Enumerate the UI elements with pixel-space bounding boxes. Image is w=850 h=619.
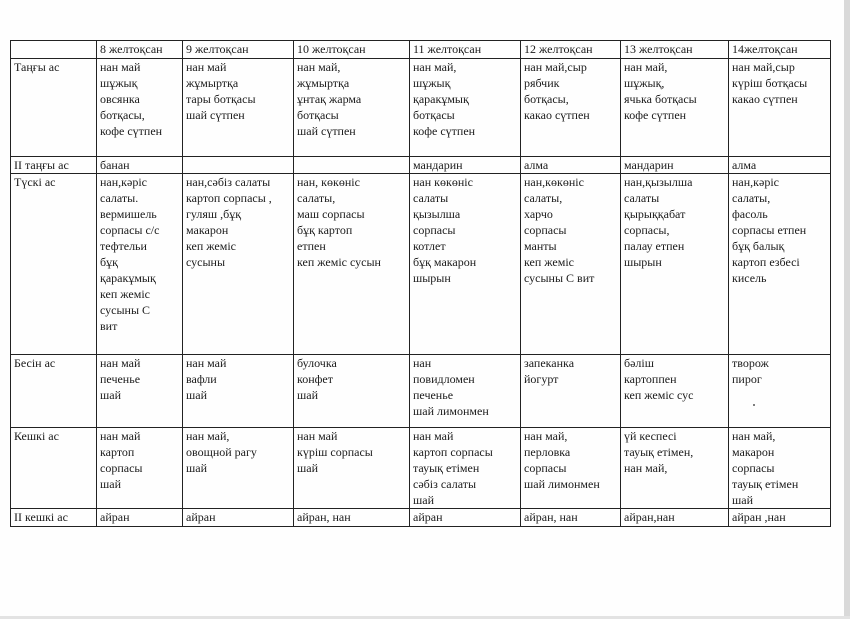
dish-line: кофе сүтпен: [413, 124, 476, 138]
menu-cell: [729, 157, 831, 174]
meal-row: [11, 157, 831, 174]
dish-line: нан май: [186, 356, 227, 370]
dish-line: сусыны С: [100, 303, 151, 317]
dish-line: овощной рагу: [186, 445, 257, 459]
menu-cell: [294, 157, 410, 174]
dish-line: бұқ: [100, 255, 118, 269]
dish-line: картоп: [100, 445, 135, 459]
dish-line: конфет: [297, 372, 333, 386]
dish-line: повидломен: [413, 372, 475, 386]
dish-line: шұжық: [100, 76, 138, 90]
dish-line: нан май: [413, 429, 454, 443]
menu-cell: [410, 509, 521, 527]
dish-line: шұжық: [413, 76, 451, 90]
dish-line: жұмыртқа: [297, 76, 350, 90]
dish-line: нан май: [100, 60, 141, 74]
dish-line: фасоль: [732, 207, 768, 221]
meal-name-cell: Кешкі ас: [11, 428, 97, 509]
dish-line: нан май,сыр: [524, 60, 587, 74]
menu-cell: [410, 355, 521, 428]
menu-cell: [97, 157, 183, 174]
dish-line: салаты,: [524, 191, 563, 205]
dish-line: сорпасы: [524, 223, 567, 237]
dish-line: салаты: [413, 191, 449, 205]
dish-line: алма: [524, 158, 549, 172]
menu-cell: [521, 509, 621, 527]
dish-line: творож: [732, 356, 769, 370]
menu-cell: [410, 59, 521, 157]
dish-line: тауық етімен,: [624, 445, 694, 459]
meal-row: [11, 174, 831, 355]
dish-line: вит: [100, 319, 118, 333]
meal-name-cell: Түскі ас: [11, 174, 97, 355]
dish-line: сорпасы,: [624, 223, 670, 237]
date-header-cell: 14желтоқсан: [729, 41, 831, 59]
meal-name-cell: ІІ кешкі ас: [11, 509, 97, 527]
dish-line: тауық етімен: [413, 461, 480, 475]
dish-line: тары ботқасы: [186, 92, 256, 106]
menu-cell: [97, 174, 183, 355]
menu-cell: [729, 355, 831, 428]
dish-line: мандарин: [413, 158, 463, 172]
dish-line: ботқасы: [297, 108, 339, 122]
dish-line: сусыны С вит: [524, 271, 595, 285]
dish-line: шырын: [413, 271, 451, 285]
dish-line: запеканка: [524, 356, 575, 370]
dish-line: күріш сорпасы: [297, 445, 373, 459]
dish-line: шай: [100, 477, 121, 491]
dish-line: үй кеспесі: [624, 429, 677, 443]
dish-line: тефтельи: [100, 239, 147, 253]
scan-speck: [753, 404, 755, 406]
dish-line: нан май: [297, 429, 338, 443]
dish-line: шай: [100, 388, 121, 402]
menu-cell: [183, 59, 294, 157]
dish-line: алма: [732, 158, 757, 172]
dish-line: нан май,: [624, 461, 668, 475]
dish-line: сорпасы: [732, 461, 775, 475]
menu-cell: [729, 59, 831, 157]
dish-line: сорпасы етпен: [732, 223, 807, 237]
dish-line: шай лимонмен: [413, 404, 489, 418]
dish-line: шай: [732, 493, 753, 507]
dish-line: нан май,: [732, 429, 776, 443]
meal-row: [11, 355, 831, 428]
menu-cell: [410, 428, 521, 509]
menu-cell: [521, 59, 621, 157]
dish-line: айран ,нан: [732, 510, 786, 524]
dish-line: нан, көкөніс: [297, 175, 360, 189]
dish-line: нан май,сыр: [732, 60, 795, 74]
dish-line: нан,көкөніс: [524, 175, 584, 189]
menu-cell: [97, 509, 183, 527]
dish-line: кеп жеміс: [100, 287, 150, 301]
dish-line: күріш ботқасы: [732, 76, 808, 90]
dish-line: ботқасы,: [100, 108, 145, 122]
dish-line: печенье: [413, 388, 454, 402]
dish-line: кисель: [732, 271, 767, 285]
dish-line: какао сүтпен: [524, 108, 590, 122]
dish-line: етпен: [297, 239, 326, 253]
dish-line: айран: [100, 510, 130, 524]
date-header-cell: 12 желтоқсан: [521, 41, 621, 59]
dish-line: қызылша: [413, 207, 461, 221]
dish-line: шырын: [624, 255, 662, 269]
menu-cell: [183, 157, 294, 174]
dish-line: нан май,: [624, 60, 668, 74]
menu-cell: [729, 174, 831, 355]
dish-line: картоп сорпасы: [413, 445, 493, 459]
dish-line: кеп жеміс: [524, 255, 574, 269]
dish-line: маш сорпасы: [297, 207, 365, 221]
menu-cell: [294, 428, 410, 509]
date-header-cell: 9 желтоқсан: [183, 41, 294, 59]
date-header-cell: 13 желтоқсан: [621, 41, 729, 59]
menu-cell: [521, 157, 621, 174]
dish-line: печенье: [100, 372, 141, 386]
menu-cell: [729, 509, 831, 527]
dish-line: сорпасы: [100, 461, 143, 475]
dish-line: шай сүтпен: [186, 108, 245, 122]
dish-line: йогурт: [524, 372, 559, 386]
menu-cell: [521, 428, 621, 509]
menu-cell: [410, 157, 521, 174]
dish-line: нан: [413, 356, 432, 370]
meal-row: [11, 509, 831, 527]
dish-line: шай: [413, 493, 434, 507]
menu-cell: [183, 355, 294, 428]
dish-line: кеп жеміс сусын: [297, 255, 381, 269]
dish-line: бұқ макарон: [413, 255, 477, 269]
dish-line: шұжық,: [624, 76, 665, 90]
dish-line: қаракұмық: [413, 92, 469, 106]
header-row: [11, 41, 831, 59]
date-header-cell: 10 желтоқсан: [294, 41, 410, 59]
dish-line: нан май: [100, 429, 141, 443]
dish-line: айран: [186, 510, 216, 524]
dish-line: булочка: [297, 356, 337, 370]
dish-line: салаты,: [297, 191, 336, 205]
meal-row: [11, 428, 831, 509]
dish-line: айран,нан: [624, 510, 675, 524]
dish-line: гуляш ,бұқ: [186, 207, 242, 221]
scan-edge-shadow: [844, 0, 850, 619]
dish-line: макарон: [732, 445, 775, 459]
dish-line: айран, нан: [524, 510, 578, 524]
menu-cell: [621, 509, 729, 527]
dish-line: айран: [413, 510, 443, 524]
dish-line: вермишель: [100, 207, 157, 221]
dish-line: картоп езбесі: [732, 255, 800, 269]
dish-line: бәліш: [624, 356, 654, 370]
menu-cell: [183, 509, 294, 527]
dish-line: нан,қызылша: [624, 175, 693, 189]
dish-line: нан май,: [297, 60, 341, 74]
meal-row: [11, 59, 831, 157]
dish-line: шай: [297, 461, 318, 475]
meal-name-cell: ІІ таңғы ас: [11, 157, 97, 174]
dish-line: сорпасы: [524, 461, 567, 475]
dish-line: картоп сорпасы ,: [186, 191, 272, 205]
dish-line: нан май,: [186, 429, 230, 443]
menu-cell: [521, 174, 621, 355]
dish-line: сорпасы с/с: [100, 223, 160, 237]
menu-cell: [521, 355, 621, 428]
date-header-cell: 8 желтоқсан: [97, 41, 183, 59]
dish-line: нан көкөніс: [413, 175, 473, 189]
dish-line: кофе сүтпен: [100, 124, 163, 138]
dish-line: нан,сәбіз салаты: [186, 175, 271, 189]
dish-line: банан: [100, 158, 130, 172]
dish-line: кеп жеміс: [186, 239, 236, 253]
dish-line: шай: [186, 388, 207, 402]
dish-line: перловка: [524, 445, 571, 459]
header-corner-cell: [11, 41, 97, 59]
dish-line: макарон: [186, 223, 229, 237]
dish-line: бұқ балық: [732, 239, 785, 253]
dish-line: овсянка: [100, 92, 140, 106]
dish-line: вафли: [186, 372, 217, 386]
dish-line: ячька ботқасы: [624, 92, 697, 106]
dish-line: қырыққабат: [624, 207, 686, 221]
dish-line: ряб‌чик: [524, 76, 560, 90]
dish-line: котлет: [413, 239, 446, 253]
menu-cell: [97, 355, 183, 428]
menu-cell: [621, 355, 729, 428]
dish-line: шай: [297, 388, 318, 402]
meal-name-cell: Таңғы ас: [11, 59, 97, 157]
menu-cell: [97, 428, 183, 509]
menu-cell: [621, 59, 729, 157]
weekly-menu-table: [10, 40, 831, 527]
menu-cell: [621, 157, 729, 174]
dish-line: палау етпен: [624, 239, 685, 253]
date-header-cell: 11 желтоқсан: [410, 41, 521, 59]
dish-line: салаты,: [732, 191, 771, 205]
dish-line: салаты: [624, 191, 660, 205]
dish-line: сәбіз салаты: [413, 477, 477, 491]
menu-cell: [97, 59, 183, 157]
menu-cell: [294, 59, 410, 157]
dish-line: айран, нан: [297, 510, 351, 524]
dish-line: нан,кәріс: [732, 175, 779, 189]
dish-line: нан май: [186, 60, 227, 74]
dish-line: ботқасы: [413, 108, 455, 122]
dish-line: мандарин: [624, 158, 674, 172]
dish-line: ботқасы,: [524, 92, 569, 106]
dish-line: ұнтақ жарма: [297, 92, 362, 106]
dish-line: нан май: [100, 356, 141, 370]
dish-line: шай сүтпен: [297, 124, 356, 138]
dish-line: нан май,: [524, 429, 568, 443]
dish-line: сусыны: [186, 255, 226, 269]
dish-line: бұқ картоп: [297, 223, 353, 237]
menu-cell: [621, 174, 729, 355]
menu-cell: [183, 428, 294, 509]
dish-line: харчо: [524, 207, 553, 221]
menu-cell: [410, 174, 521, 355]
menu-cell: [621, 428, 729, 509]
dish-line: манты: [524, 239, 557, 253]
menu-cell: [294, 174, 410, 355]
dish-line: тауық етімен: [732, 477, 799, 491]
menu-cell: [294, 355, 410, 428]
menu-cell: [294, 509, 410, 527]
dish-line: пирог: [732, 372, 762, 386]
dish-line: кеп жеміс сус: [624, 388, 694, 402]
dish-line: какао сүтпен: [732, 92, 798, 106]
dish-line: қаракұмық: [100, 271, 156, 285]
dish-line: жұмыртқа: [186, 76, 239, 90]
dish-line: шай лимонмен: [524, 477, 600, 491]
dish-line: нан,кәріс: [100, 175, 147, 189]
menu-cell: [183, 174, 294, 355]
dish-line: сорпасы: [413, 223, 456, 237]
dish-line: нан май,: [413, 60, 457, 74]
dish-line: картоппен: [624, 372, 677, 386]
menu-cell: [729, 428, 831, 509]
dish-line: шай: [186, 461, 207, 475]
meal-name-cell: Бесін ас: [11, 355, 97, 428]
dish-line: салаты.: [100, 191, 139, 205]
dish-line: кофе сүтпен: [624, 108, 687, 122]
